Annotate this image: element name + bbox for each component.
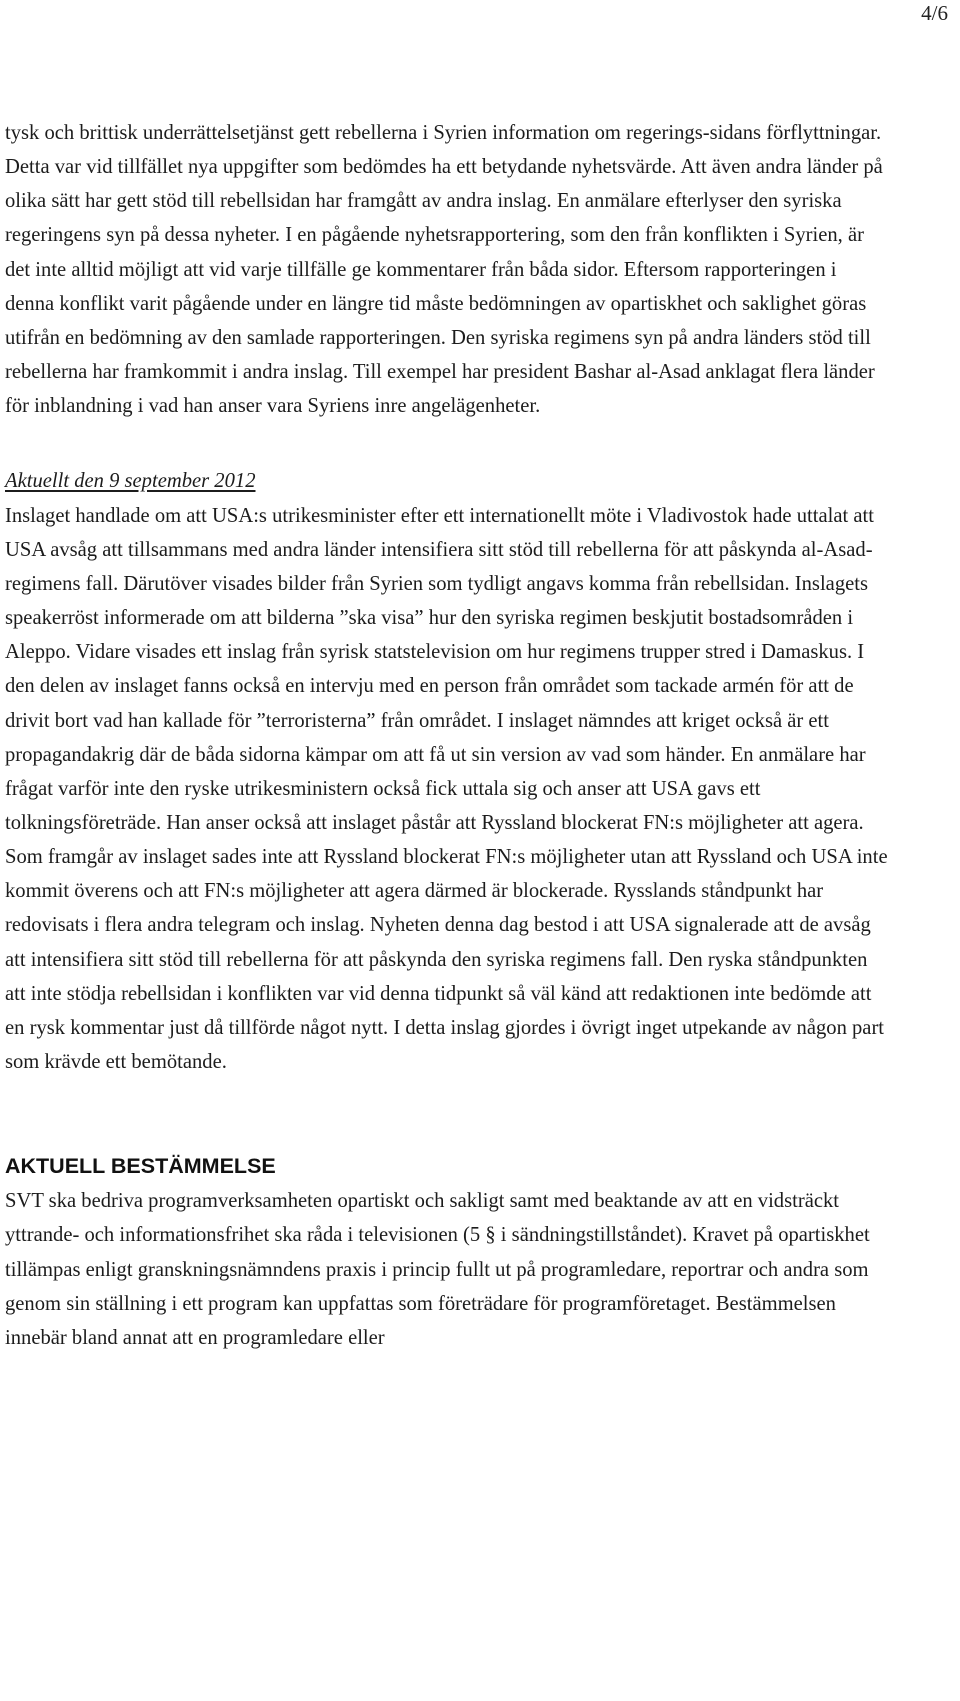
body-paragraph-1: tysk och brittisk underrättelsetjänst gett rebellerna i Syrien information om regerings-sidans förflyttningar. Detta var vid tillfället nya uppgifter som bedömdes ha ett betydande nyhetsvärde. Att även andra länder på olika sätt har gett stöd till rebellsidan har framgått av andra inslag. En anmälare efterlyser den syriska regeringens syn på dessa nyheter. I en pågående nyhetsrapportering, som den från konflikten i Syrien, är det inte alltid möjligt att vid varje tillfälle ge kommentarer från båda sidor. Eftersom rapporteringen i denna konflikt varit pågående under en längre tid måste bedömningen av opartiskhet och saklighet göras utifrån en bedömning av den samlade rapporteringen. Den syriska regimens syn på andra länders stöd till rebellerna har framkommit i andra inslag. Till exempel har president Bashar al-Asad anklagat flera länder för inblandning i vad han anser vara Syriens inre angelägenheter. — [5, 122, 883, 418]
page-number: 4/6 — [921, 1, 948, 25]
document-body — [5, 116, 889, 1355]
body-paragraph-3: SVT ska bedriva programverksamheten opartiskt och sakligt samt med beaktande av att en vidsträckt yttrande- och informationsfrihet ska råda i televisionen (5 § i sändningstillståndet). Kravet på opartiskhet tillämpas enligt granskningsnämndens praxis i princip fullt ut på programledare, reportrar och andra som genom sin ställning i ett program kan uppfattas som företrädare för programföretaget. Bestämmelsen innebär bland annat att en programledare eller — [5, 1190, 870, 1349]
body-paragraph-2: Inslaget handlade om att USA:s utrikesminister efter ett internationellt möte i Vladivostok hade uttalat att USA avsåg att tillsammans med andra länder intensifiera sitt stöd till rebellerna för att påskynda al-Asad-regimens fall. Därutöver visades bilder från Syrien som tydligt angavs komma från rebellsidan. Inslagets speakerröst informerade om att bilderna ”ska visa” hur den syriska regimen beskjutit bostadsområden i Aleppo. Vidare visades ett inslag från syrisk statstelevision om hur regimens trupper stred i Damaskus. I den delen av inslaget fanns också en intervju med en person från området som tackade armén för att de drivit bort vad han kallade för ”terroristerna” från området. I inslaget nämndes att kriget också är ett propagandakrig där de båda sidorna kämpar om att få ut sin version av vad som händer. En anmälare har frågat varför inte den ryske utrikesministern också fick uttala sig och anser att USA gavs ett tolkningsföreträde. Han anser också att inslaget påstår att Ryssland blockerat FN:s möjligheter att agera. Som framgår av inslaget sades inte att Ryssland blockerat FN:s möjligheter utan att Ryssland och USA inte kommit överens och att FN:s möjligheter att agera därmed är blockerade. Rysslands ståndpunkt har redovisats i flera andra telegram och inslag. Nyheten denna dag bestod i att USA signalerade att de avsåg att intensifiera sitt stöd till rebellerna för att påskynda den syriska regimens fall. Den ryska ståndpunkten att inte stödja rebellsidan i konflikten var vid denna tidpunkt så väl känd att redaktionen inte bedömde att en rysk kommentar just då tillförde något nytt. I detta inslag gjordes i övrigt inget utpekande av någon part som krävde ett bemötande. — [5, 504, 888, 1074]
section-heading: Aktuellt den 9 september 2012 — [5, 470, 256, 493]
block-heading: AKTUELL BESTÄMMELSE — [5, 1154, 276, 1179]
